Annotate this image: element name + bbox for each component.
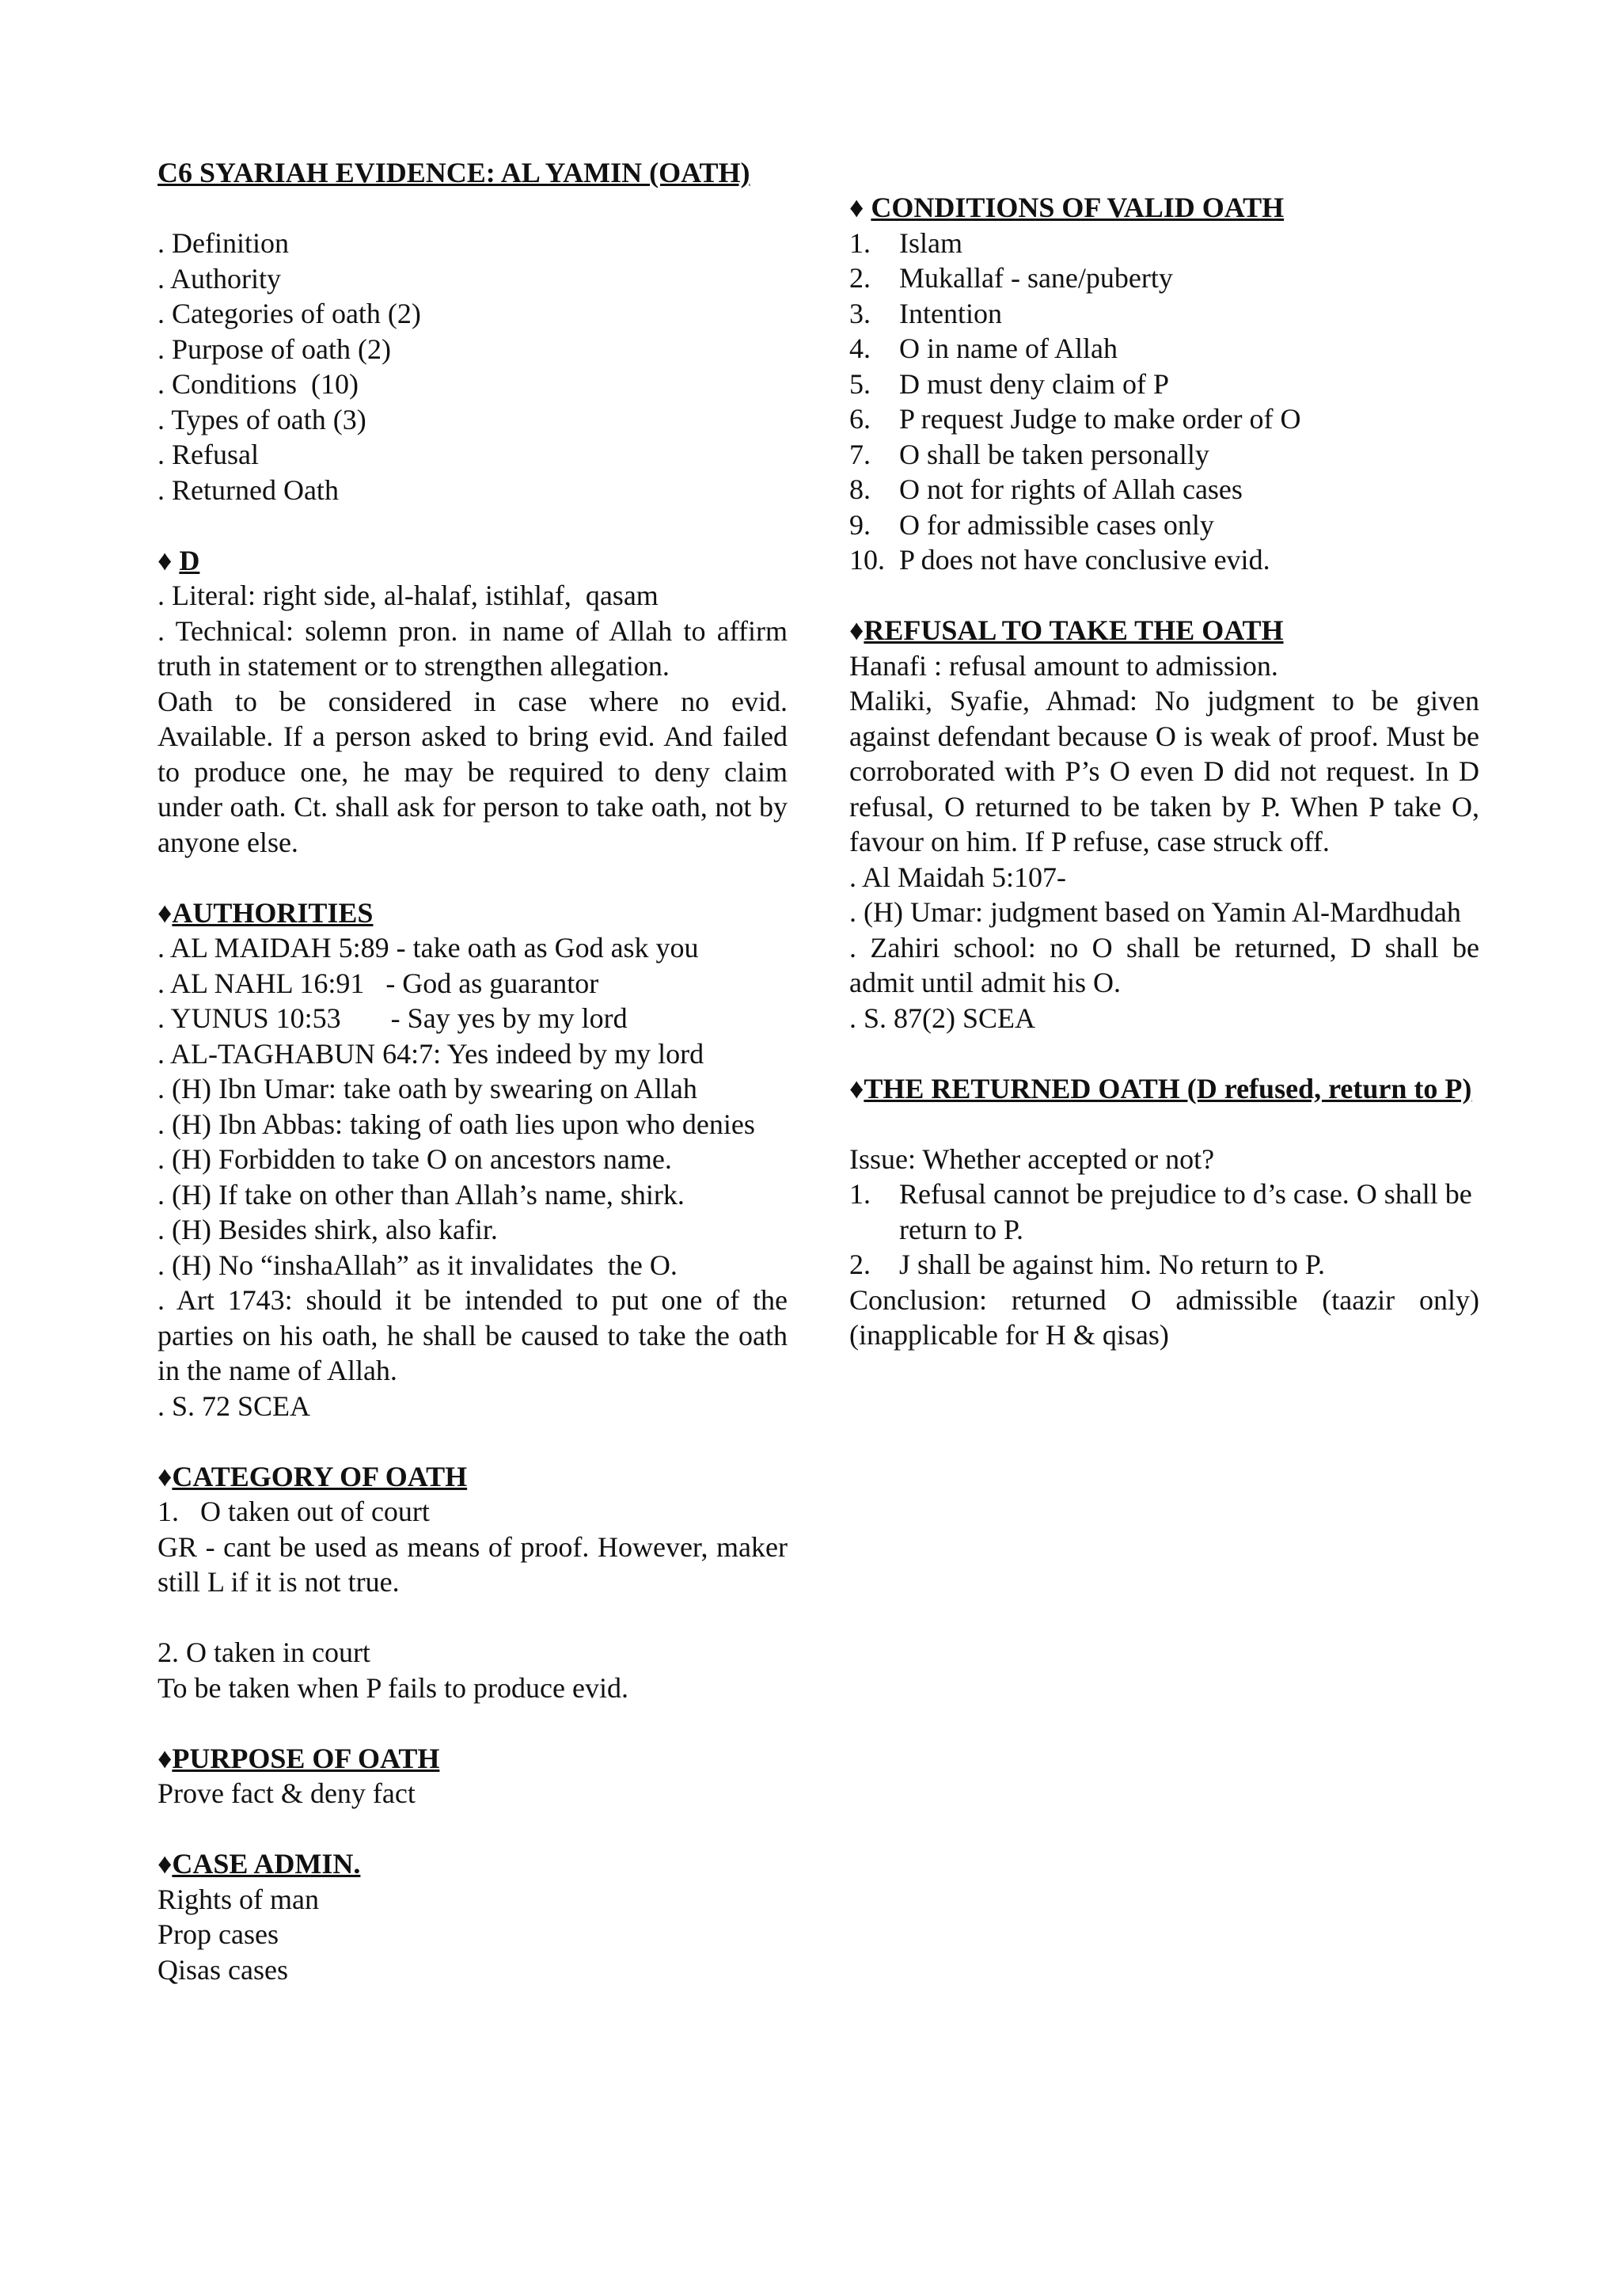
category-item: 1. O taken out of court	[158, 1496, 430, 1527]
category-item-text: GR - cant be used as means of proof. However, maker still L if it is not true.	[158, 1530, 788, 1598]
item-number: 4.	[849, 333, 871, 364]
section-heading-label: CATEGORY OF OATH	[172, 1460, 468, 1492]
authority-line: . S. 72 SCEA	[158, 1389, 311, 1422]
item-text: Mukallaf - sane/puberty	[899, 262, 1173, 294]
refusal-hanafi: Hanafi : refusal amount to admission.	[849, 649, 1278, 682]
item-number: 6.	[849, 403, 871, 435]
authority-line: . AL NAHL 16:91 - God as guarantor	[158, 967, 599, 999]
item-number: 2.	[849, 262, 871, 294]
item-text: P does not have conclusive evid.	[899, 544, 1270, 576]
section-heading-label: CONDITIONS OF VALID OATH	[871, 192, 1285, 223]
definition-literal: . Literal: right side, al-halaf, istihlaf, qasam	[158, 580, 659, 611]
case-admin-heading	[158, 1846, 788, 1882]
authorities-heading	[158, 895, 788, 931]
authority-line: . (H) Ibn Umar: take oath by swearing on Allah	[158, 1073, 697, 1104]
condition-item	[849, 296, 1479, 332]
outline-item: . Returned Oath	[158, 473, 339, 506]
refusal-line: . S. 87(2) SCEA	[849, 1002, 1036, 1034]
case-admin-item: Rights of man	[158, 1883, 319, 1915]
outline-item: . Conditions (10)	[158, 368, 359, 400]
authority-line: . (H) Besides shirk, also kafir.	[158, 1214, 498, 1245]
definition-heading	[158, 543, 788, 579]
conditions-section	[849, 190, 1479, 578]
item-text: J shall be against him. No return to P.	[899, 1249, 1325, 1280]
refusal-umar: . (H) Umar: judgment based on Yamin Al-Mardhudah	[849, 896, 1461, 928]
section-heading-label: REFUSAL TO TAKE THE OATH	[864, 614, 1284, 646]
item-number: 7.	[849, 438, 871, 470]
diamond-bullet-icon: ♦	[849, 1072, 864, 1104]
diamond-bullet-icon: ♦	[158, 1742, 173, 1774]
item-text: O shall be taken personally	[899, 438, 1209, 470]
section-heading-label: THE RETURNED OATH (D refused, return to P)	[864, 1072, 1472, 1104]
returned-item	[849, 1177, 1479, 1247]
section-heading-label: PURPOSE OF OATH	[172, 1742, 440, 1774]
left-column	[158, 155, 788, 1987]
definition-paragraph: Oath to be considered in case where no evid. Available. If a person asked to bring evid. And failed to produce one, he may be required to deny claim under oath. Ct. shall ask for person to take oath, not by anyone else.	[158, 685, 788, 858]
category-heading	[158, 1459, 788, 1495]
item-text: O for admissible cases only	[899, 508, 1214, 541]
item-number: 2.	[849, 1249, 871, 1280]
authority-line: . (H) No “inshaAllah” as it invalidates the O.	[158, 1249, 678, 1281]
outline-item: . Definition	[158, 227, 289, 259]
condition-item	[849, 367, 1479, 402]
category-item: 2. O taken in court	[158, 1636, 370, 1668]
refusal-line: . Al Maidah 5:107-	[849, 861, 1066, 893]
authority-art-1743: . Art 1743: should it be intended to put one of the parties on his oath, he shall be caused to take the oath in the name of Allah.	[158, 1284, 788, 1386]
diamond-bullet-icon: ♦	[158, 544, 180, 576]
refusal-paragraph: Maliki, Syafie, Ahmad: No judgment to be given against defendant because O is weak of proof. Must be corroborated with P’s O even D did not request. In D refusal, O returned to be taken by P. When P take O, favour on him. If P refuse, case struck off.	[849, 685, 1479, 857]
item-text: P request Judge to make order of O	[899, 403, 1301, 435]
category-section	[158, 1459, 788, 1706]
definition-section	[158, 543, 788, 861]
condition-item	[849, 226, 1479, 261]
outline-list	[158, 226, 788, 507]
purpose-text: Prove fact & deny fact	[158, 1777, 416, 1809]
right-column	[849, 190, 1479, 1353]
refusal-zahiri: . Zahiri school: no O shall be returned, D shall be admit until admit his O.	[849, 931, 1479, 998]
authority-line: . (H) Ibn Abbas: taking of oath lies upon who denies	[158, 1108, 755, 1140]
condition-item	[849, 472, 1479, 507]
item-number: 8.	[849, 473, 871, 505]
item-text: O not for rights of Allah cases	[899, 473, 1243, 505]
outline-item: . Categories of oath (2)	[158, 298, 421, 329]
item-number: 1.	[849, 1178, 871, 1210]
diamond-bullet-icon: ♦	[158, 896, 173, 929]
item-number: 5.	[849, 367, 871, 400]
authority-line: . (H) If take on other than Allah’s name, shirk.	[158, 1178, 685, 1211]
outline-item: . Purpose of oath (2)	[158, 333, 391, 365]
item-text: Refusal cannot be prejudice to d’s case. O shall be return to P.	[899, 1178, 1472, 1245]
outline-item: . Refusal	[158, 439, 259, 470]
category-item-text: To be taken when P fails to produce evid.	[158, 1671, 628, 1704]
diamond-bullet-icon: ♦	[158, 1848, 173, 1880]
section-heading-label: D	[179, 544, 200, 576]
item-text: Intention	[899, 297, 1002, 329]
diamond-bullet-icon: ♦	[849, 614, 864, 646]
diamond-bullet-icon: ♦	[158, 1460, 173, 1492]
item-text: Islam	[899, 226, 962, 259]
returned-conclusion: Conclusion: returned O admissible (taazir only) (inapplicable for H & qisas)	[849, 1283, 1479, 1351]
purpose-heading	[158, 1741, 788, 1777]
authority-line: . (H) Forbidden to take O on ancestors name.	[158, 1143, 672, 1175]
authority-line: . YUNUS 10:53 - Say yes by my lord	[158, 1002, 628, 1034]
section-heading-label: CASE ADMIN.	[172, 1848, 361, 1880]
conditions-heading	[849, 190, 1479, 226]
case-admin-section	[158, 1846, 788, 1987]
section-heading-label: AUTHORITIES	[172, 896, 374, 929]
returned-heading	[849, 1071, 1479, 1107]
case-admin-item: Prop cases	[158, 1918, 279, 1950]
condition-item	[849, 260, 1479, 296]
condition-item	[849, 437, 1479, 473]
condition-item	[849, 507, 1479, 543]
authority-line: . AL MAIDAH 5:89 - take oath as God ask you	[158, 932, 699, 964]
item-number: 1.	[849, 226, 871, 259]
authorities-section	[158, 895, 788, 1424]
page-title: C6 SYARIAH EVIDENCE: AL YAMIN (OATH)	[158, 157, 750, 188]
returned-section	[849, 1071, 1479, 1353]
item-number: 10.	[849, 544, 885, 576]
item-text: D must deny claim of P	[899, 367, 1169, 400]
case-admin-item: Qisas cases	[158, 1953, 288, 1986]
refusal-section	[849, 613, 1479, 1036]
purpose-section	[158, 1741, 788, 1811]
authority-line: . AL-TAGHABUN 64:7: Yes indeed by my lord	[158, 1037, 704, 1070]
condition-item	[849, 401, 1479, 437]
item-number: 9.	[849, 508, 871, 541]
returned-item	[849, 1247, 1479, 1283]
diamond-bullet-icon: ♦	[849, 192, 871, 223]
item-number: 3.	[849, 297, 871, 329]
outline-item: . Authority	[158, 262, 282, 295]
definition-technical: . Technical: solemn pron. in name of Allah to affirm truth in statement or to strengthen allegation.	[158, 614, 788, 682]
refusal-heading	[849, 613, 1479, 648]
returned-issue: Issue: Whether accepted or not?	[849, 1142, 1215, 1175]
outline-item: . Types of oath (3)	[158, 403, 366, 435]
item-text: O in name of Allah	[899, 333, 1118, 364]
condition-item	[849, 542, 1479, 578]
condition-item	[849, 331, 1479, 367]
